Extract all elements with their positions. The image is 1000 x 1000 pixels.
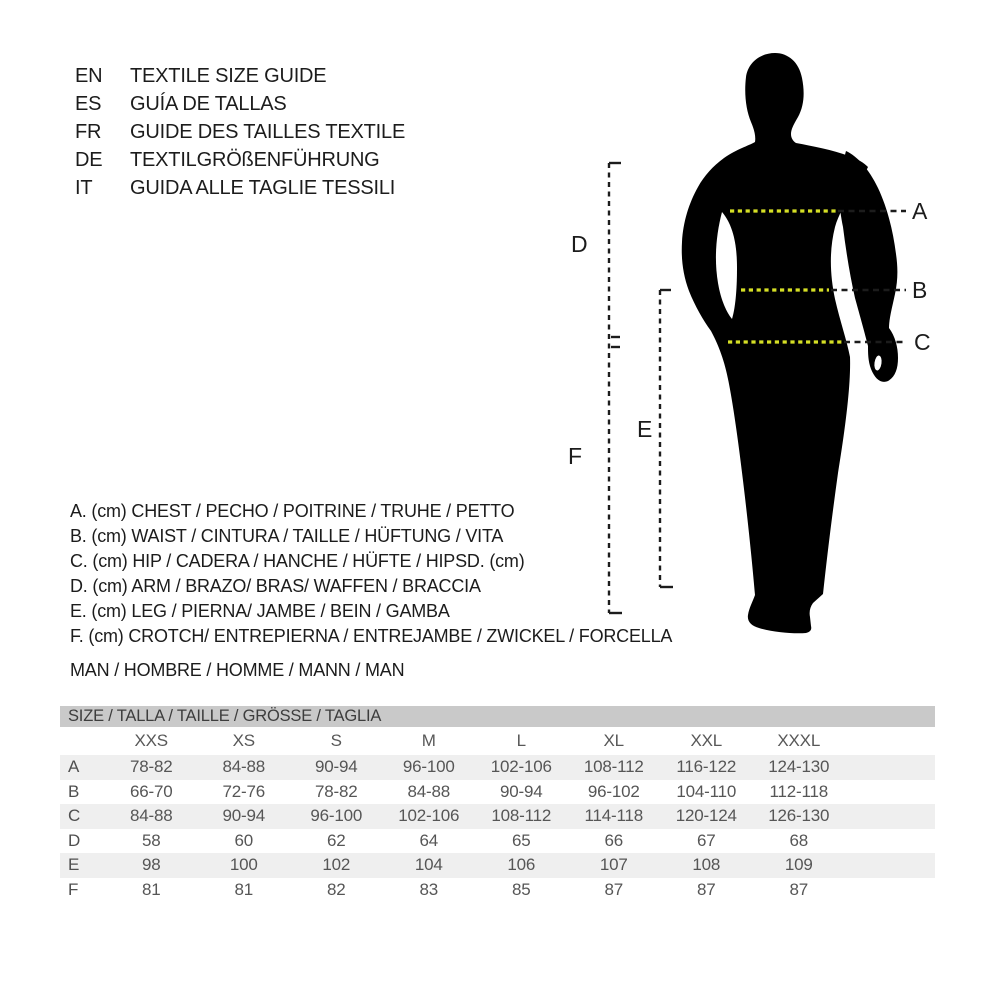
- table-cell: 60: [234, 830, 253, 850]
- table-row-chest: [60, 755, 935, 780]
- table-row-crotch: [60, 878, 935, 903]
- table-cell: 68: [789, 830, 808, 850]
- arm-label: D: [571, 231, 588, 257]
- table-cell: 112-118: [769, 781, 828, 801]
- table-cell: 72-76: [222, 781, 265, 801]
- table-cell: 104-110: [676, 781, 737, 801]
- table-cell: 98: [141, 855, 161, 874]
- table-cell: 108-112: [491, 806, 552, 825]
- table-cell: 116-122: [676, 757, 737, 776]
- waist-label: B: [912, 277, 928, 303]
- size-table: [60, 706, 935, 902]
- size-column-header: L: [516, 731, 526, 750]
- crotch-label: F: [568, 443, 583, 469]
- size-table-header: SIZE / TALLA / TAILLE / GRÖSSE / TAGLIA: [60, 706, 935, 727]
- row-label: C: [68, 806, 81, 825]
- table-cell: 84-88: [130, 806, 173, 825]
- size-column-header-row: [60, 727, 935, 755]
- table-cell: 87: [789, 879, 808, 899]
- hip-label: C: [914, 329, 931, 355]
- table-cell: 78-82: [315, 781, 358, 801]
- table-cell: 109: [784, 855, 813, 874]
- size-column-header: XL: [603, 731, 624, 750]
- table-cell: 81: [234, 879, 253, 899]
- table-cell: 65: [511, 830, 531, 850]
- table-row-waist: [60, 780, 935, 805]
- table-cell: 66: [604, 830, 623, 850]
- table-cell: 90-94: [315, 757, 358, 776]
- gender-category-label: MAN / HOMBRE / HOMME / MANN / MAN: [70, 660, 405, 680]
- table-cell: 114-118: [584, 806, 643, 825]
- table-cell: 87: [604, 879, 623, 899]
- row-label: A: [68, 757, 80, 776]
- size-column-header: M: [421, 731, 436, 750]
- table-cell: 102-106: [490, 757, 552, 776]
- language-code: FR: [75, 121, 102, 143]
- table-cell: 84-88: [407, 781, 450, 801]
- language-title: GUIDA ALLE TAGLIE TESSILI: [130, 177, 396, 199]
- table-cell: 124-130: [768, 757, 830, 776]
- legend-item: B. (cm) WAIST / CINTURA / TAILLE / HÜFTUNG / VITA: [70, 526, 504, 546]
- row-label: E: [68, 855, 80, 874]
- table-row-arm: [60, 829, 935, 854]
- table-cell: 90-94: [500, 781, 543, 801]
- table-cell: 62: [326, 830, 346, 850]
- man-right-arm-shape: [840, 151, 898, 382]
- size-column-header: XXL: [690, 731, 723, 750]
- table-cell: 96-102: [587, 781, 640, 801]
- row-label: F: [68, 879, 79, 899]
- language-title: GUIDE DES TAILLES TEXTILE: [130, 121, 406, 143]
- table-cell: 66-70: [130, 781, 173, 801]
- table-cell: 78-82: [130, 757, 173, 776]
- size-column-header: XXXL: [777, 731, 821, 750]
- table-cell: 126-130: [768, 806, 830, 825]
- corner-cell: [60, 727, 105, 755]
- table-cell: 102-106: [398, 806, 460, 825]
- legend-item: E. (cm) LEG / PIERNA/ JAMBE / BEIN / GAMBA: [70, 601, 450, 621]
- table-cell: 108-112: [583, 757, 644, 776]
- legend-item: A. (cm) CHEST / PECHO / POITRINE / TRUHE / PETTO: [70, 501, 515, 521]
- table-cell: 100: [229, 855, 258, 874]
- table-cell: 96-100: [310, 806, 363, 825]
- size-column-header: XS: [232, 731, 255, 750]
- size-column-header: XXS: [134, 731, 168, 750]
- table-cell: 64: [419, 830, 438, 850]
- table-cell: 67: [696, 830, 716, 850]
- language-code: IT: [75, 177, 93, 199]
- table-row-hip: [60, 804, 935, 829]
- language-title: TEXTILE SIZE GUIDE: [130, 65, 327, 87]
- legend-item: D. (cm) ARM / BRAZO/ BRAS/ WAFFEN / BRACCIA: [70, 576, 481, 596]
- table-cell: 102: [322, 855, 351, 874]
- table-cell: 85: [511, 879, 531, 899]
- table-cell: 84-88: [222, 757, 265, 776]
- measurement-legend: [70, 499, 672, 649]
- table-cell: 106: [507, 855, 536, 874]
- row-label: B: [68, 781, 80, 801]
- table-cell: 87: [696, 879, 716, 899]
- table-cell: 82: [326, 879, 346, 899]
- chest-label: A: [912, 198, 928, 224]
- language-code: ES: [75, 93, 102, 115]
- table-cell: 108: [692, 855, 721, 874]
- table-cell: 83: [419, 879, 438, 899]
- leg-label: E: [637, 416, 653, 442]
- language-code: DE: [75, 149, 103, 171]
- row-label: D: [68, 830, 81, 850]
- table-cell: 107: [599, 855, 628, 874]
- size-column-header: S: [330, 731, 342, 750]
- table-cell: 104: [414, 855, 443, 874]
- table-cell: 90-94: [222, 806, 265, 825]
- language-code: EN: [75, 65, 103, 87]
- language-title: GUÍA DE TALLAS: [130, 93, 287, 115]
- table-cell: 81: [141, 879, 161, 899]
- table-cell: 96-100: [402, 757, 455, 776]
- table-cell: 58: [141, 830, 161, 850]
- language-title: TEXTILGRÖßENFÜHRUNG: [130, 149, 380, 171]
- legend-item: C. (cm) HIP / CADERA / HANCHE / HÜFTE / HIPSD. (cm): [70, 551, 525, 571]
- legend-item: F. (cm) CROTCH/ ENTREPIERNA / ENTREJAMBE / ZWICKEL / FORCELLA: [70, 626, 673, 646]
- table-row-leg: [60, 853, 935, 878]
- table-cell: 120-124: [675, 806, 737, 825]
